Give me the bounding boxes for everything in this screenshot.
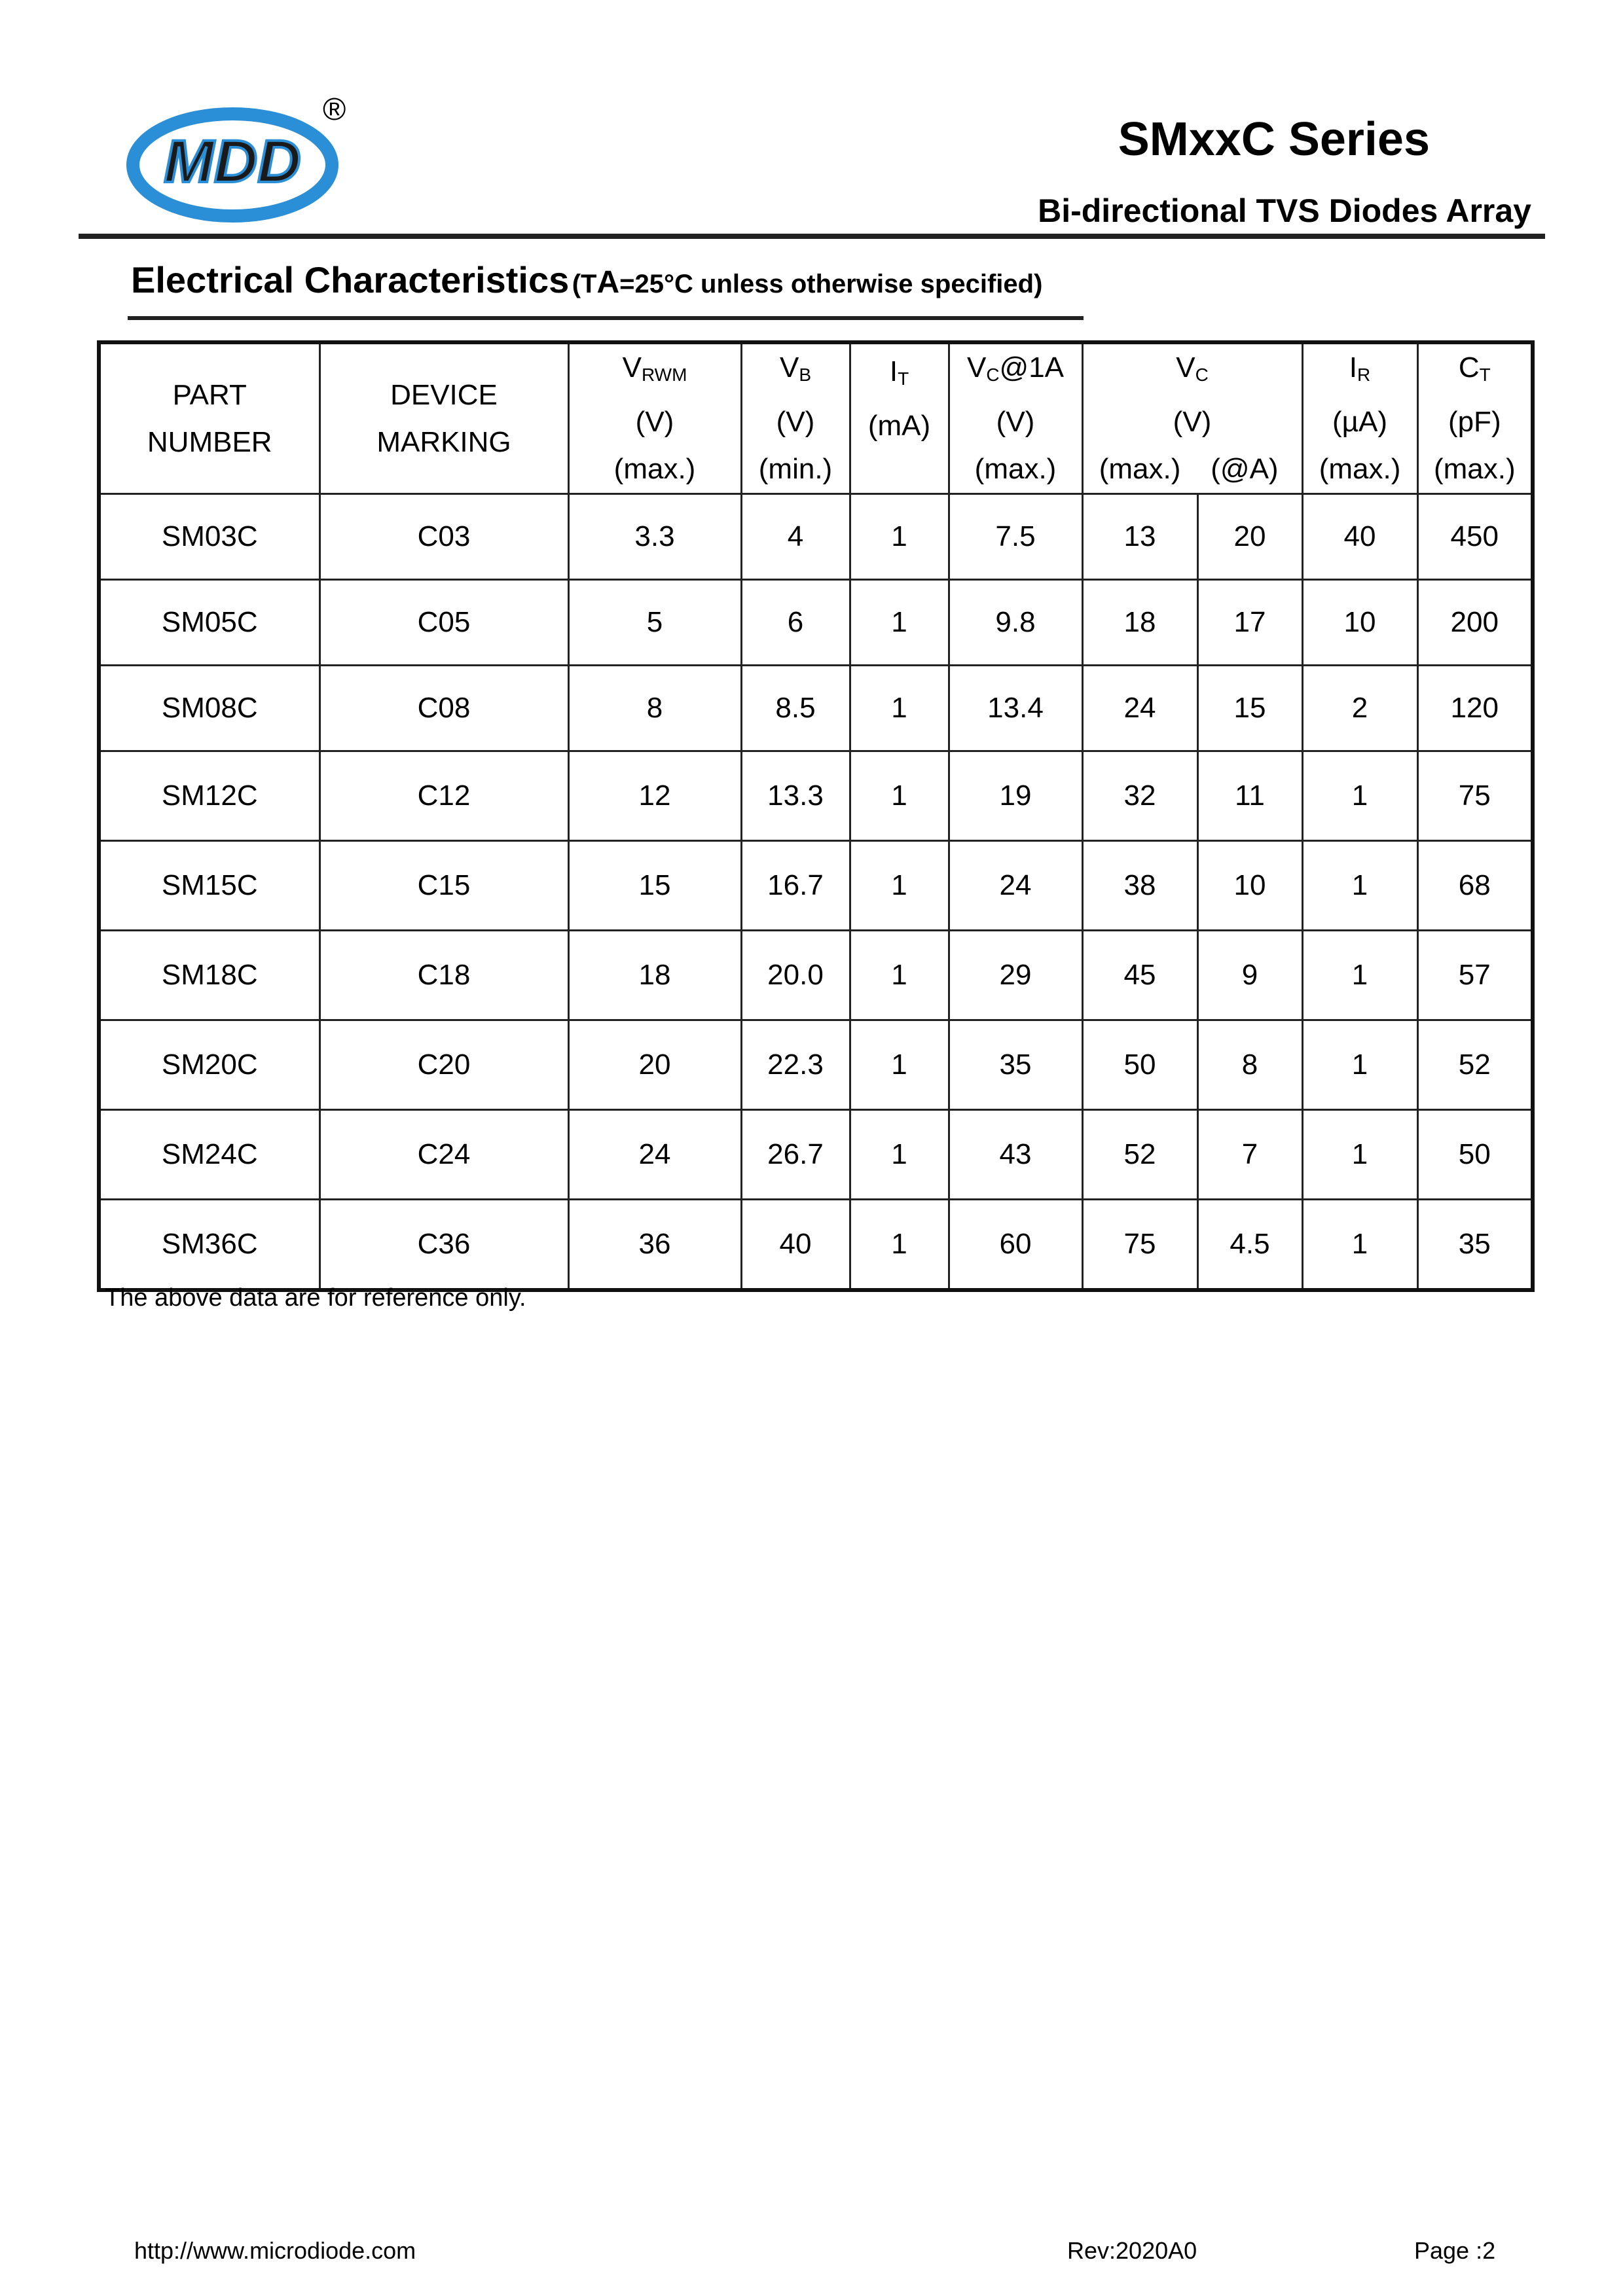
cell-ir: 1 (1302, 841, 1417, 931)
cell-ct: 450 (1417, 494, 1533, 580)
cell-ir: 1 (1302, 1110, 1417, 1200)
table-row (99, 751, 1533, 841)
cell-vc-1a: 29 (949, 931, 1082, 1020)
electrical-characteristics-table (97, 340, 1535, 1292)
cell-ct: 50 (1417, 1110, 1533, 1200)
cell-ct: 57 (1417, 931, 1533, 1020)
registered-mark: ® (323, 92, 346, 127)
cell-part: SM15C (99, 841, 319, 931)
cell-ct: 75 (1417, 751, 1533, 841)
cell-part: SM36C (99, 1200, 319, 1291)
table-row (99, 931, 1533, 1020)
section-heading (131, 259, 1042, 301)
cell-vb: 13.3 (741, 751, 850, 841)
cell-vb: 4 (741, 494, 850, 580)
mdd-logo (124, 92, 347, 229)
cell-ct: 200 (1417, 580, 1533, 666)
table-header-row (99, 342, 1533, 494)
cell-vb: 6 (741, 580, 850, 666)
cell-it: 1 (850, 1200, 949, 1291)
series-subtitle: Bi-directional TVS Diodes Array (1038, 192, 1531, 229)
header-vc: $V_C$ (V) (max.) (@A) (1082, 342, 1302, 494)
cell-ia: 11 (1197, 751, 1302, 841)
cell-it: 1 (850, 841, 949, 931)
header-device-marking: DEVICE MARKING (319, 342, 568, 494)
cell-it: 1 (850, 494, 949, 580)
cell-marking: C03 (319, 494, 568, 580)
cell-vb: 22.3 (741, 1020, 850, 1110)
cell-vc-1a: 9.8 (949, 580, 1082, 666)
cell-it: 1 (850, 580, 949, 666)
cell-ia: 15 (1197, 666, 1302, 751)
cell-vc: 75 (1082, 1200, 1197, 1291)
cell-marking: C15 (319, 841, 568, 931)
table-row (99, 841, 1533, 931)
cell-vc: 32 (1082, 751, 1197, 841)
section-title: Electrical Characteristics (131, 259, 570, 300)
cell-vc-1a: 35 (949, 1020, 1082, 1110)
cell-vc: 52 (1082, 1110, 1197, 1200)
cell-vb: 16.7 (741, 841, 850, 931)
footer-page-number: Page :2 (1414, 2237, 1496, 2264)
cell-it: 1 (850, 931, 949, 1020)
section-condition: (TA=25°C unless otherwise specified) (572, 265, 1043, 300)
cell-it: 1 (850, 1110, 949, 1200)
cell-ct: 52 (1417, 1020, 1533, 1110)
reference-note: The above data are for reference only. (105, 1284, 526, 1312)
cell-vrwm: 5 (568, 580, 741, 666)
cell-vc: 13 (1082, 494, 1197, 580)
cell-ir: 1 (1302, 1020, 1417, 1110)
cell-vc: 50 (1082, 1020, 1197, 1110)
cell-ia: 10 (1197, 841, 1302, 931)
cell-ir: 2 (1302, 666, 1417, 751)
cell-ia: 8 (1197, 1020, 1302, 1110)
cell-it: 1 (850, 666, 949, 751)
cell-ir: 1 (1302, 751, 1417, 841)
cell-ct: 120 (1417, 666, 1533, 751)
header-ir: $I_R$ (µA) (max.) (1302, 342, 1417, 494)
cell-vrwm: 36 (568, 1200, 741, 1291)
cell-part: SM12C (99, 751, 319, 841)
cell-vc-1a: 24 (949, 841, 1082, 931)
header-ct: $C_T$ (pF) (max.) (1417, 342, 1533, 494)
cell-ir: 1 (1302, 931, 1417, 1020)
cell-vb: 8.5 (741, 666, 850, 751)
cell-vc-1a: 60 (949, 1200, 1082, 1291)
logo-text: MDD (164, 128, 301, 195)
cell-ia: 4.5 (1197, 1200, 1302, 1291)
table-row (99, 580, 1533, 666)
cell-vc: 24 (1082, 666, 1197, 751)
cell-marking: C36 (319, 1200, 568, 1291)
cell-marking: C24 (319, 1110, 568, 1200)
cell-marking: C05 (319, 580, 568, 666)
cell-vrwm: 18 (568, 931, 741, 1020)
cell-ia: 9 (1197, 931, 1302, 1020)
cell-vrwm: 12 (568, 751, 741, 841)
header-vrwm: $V_{RWM}$ (V) (max.) (568, 342, 741, 494)
cell-ir: 40 (1302, 494, 1417, 580)
cell-ir: 1 (1302, 1200, 1417, 1291)
cell-vc-1a: 7.5 (949, 494, 1082, 580)
table-row (99, 666, 1533, 751)
cell-marking: C08 (319, 666, 568, 751)
cell-part: SM03C (99, 494, 319, 580)
header-part-number: PART NUMBER (99, 342, 319, 494)
table-row (99, 1020, 1533, 1110)
header-vc-1a: $V_C@1A$ (V) (max.) (949, 342, 1082, 494)
cell-vc: 18 (1082, 580, 1197, 666)
cell-vb: 40 (741, 1200, 850, 1291)
cell-part: SM20C (99, 1020, 319, 1110)
cell-vc-1a: 43 (949, 1110, 1082, 1200)
cell-vrwm: 24 (568, 1110, 741, 1200)
cell-marking: C18 (319, 931, 568, 1020)
cell-ia: 17 (1197, 580, 1302, 666)
table-row (99, 1110, 1533, 1200)
cell-ct: 68 (1417, 841, 1533, 931)
cell-vrwm: 20 (568, 1020, 741, 1110)
header-it: $I_T$ (mA) (850, 342, 949, 494)
cell-part: SM18C (99, 931, 319, 1020)
cell-part: SM08C (99, 666, 319, 751)
cell-vrwm: 8 (568, 666, 741, 751)
cell-ia: 7 (1197, 1110, 1302, 1200)
footer-url-link[interactable]: http://www.microdiode.com (134, 2237, 416, 2264)
footer-revision: Rev:2020A0 (1067, 2237, 1197, 2264)
cell-vc: 45 (1082, 931, 1197, 1020)
cell-vb: 26.7 (741, 1110, 850, 1200)
cell-ct: 35 (1417, 1200, 1533, 1291)
cell-marking: C12 (319, 751, 568, 841)
cell-vrwm: 15 (568, 841, 741, 931)
cell-vrwm: 3.3 (568, 494, 741, 580)
cell-ia: 20 (1197, 494, 1302, 580)
cell-part: SM24C (99, 1110, 319, 1200)
cell-it: 1 (850, 1020, 949, 1110)
header-vb: $V_B$ (V) (min.) (741, 342, 850, 494)
section-rule (128, 316, 1084, 320)
cell-vc-1a: 13.4 (949, 666, 1082, 751)
cell-it: 1 (850, 751, 949, 841)
cell-marking: C20 (319, 1020, 568, 1110)
table-row (99, 494, 1533, 580)
cell-vc: 38 (1082, 841, 1197, 931)
header-rule (79, 234, 1545, 239)
cell-ir: 10 (1302, 580, 1417, 666)
cell-vb: 20.0 (741, 931, 850, 1020)
cell-part: SM05C (99, 580, 319, 666)
table-row (99, 1200, 1533, 1291)
series-title: SMxxC Series (1118, 113, 1430, 166)
cell-vc-1a: 19 (949, 751, 1082, 841)
